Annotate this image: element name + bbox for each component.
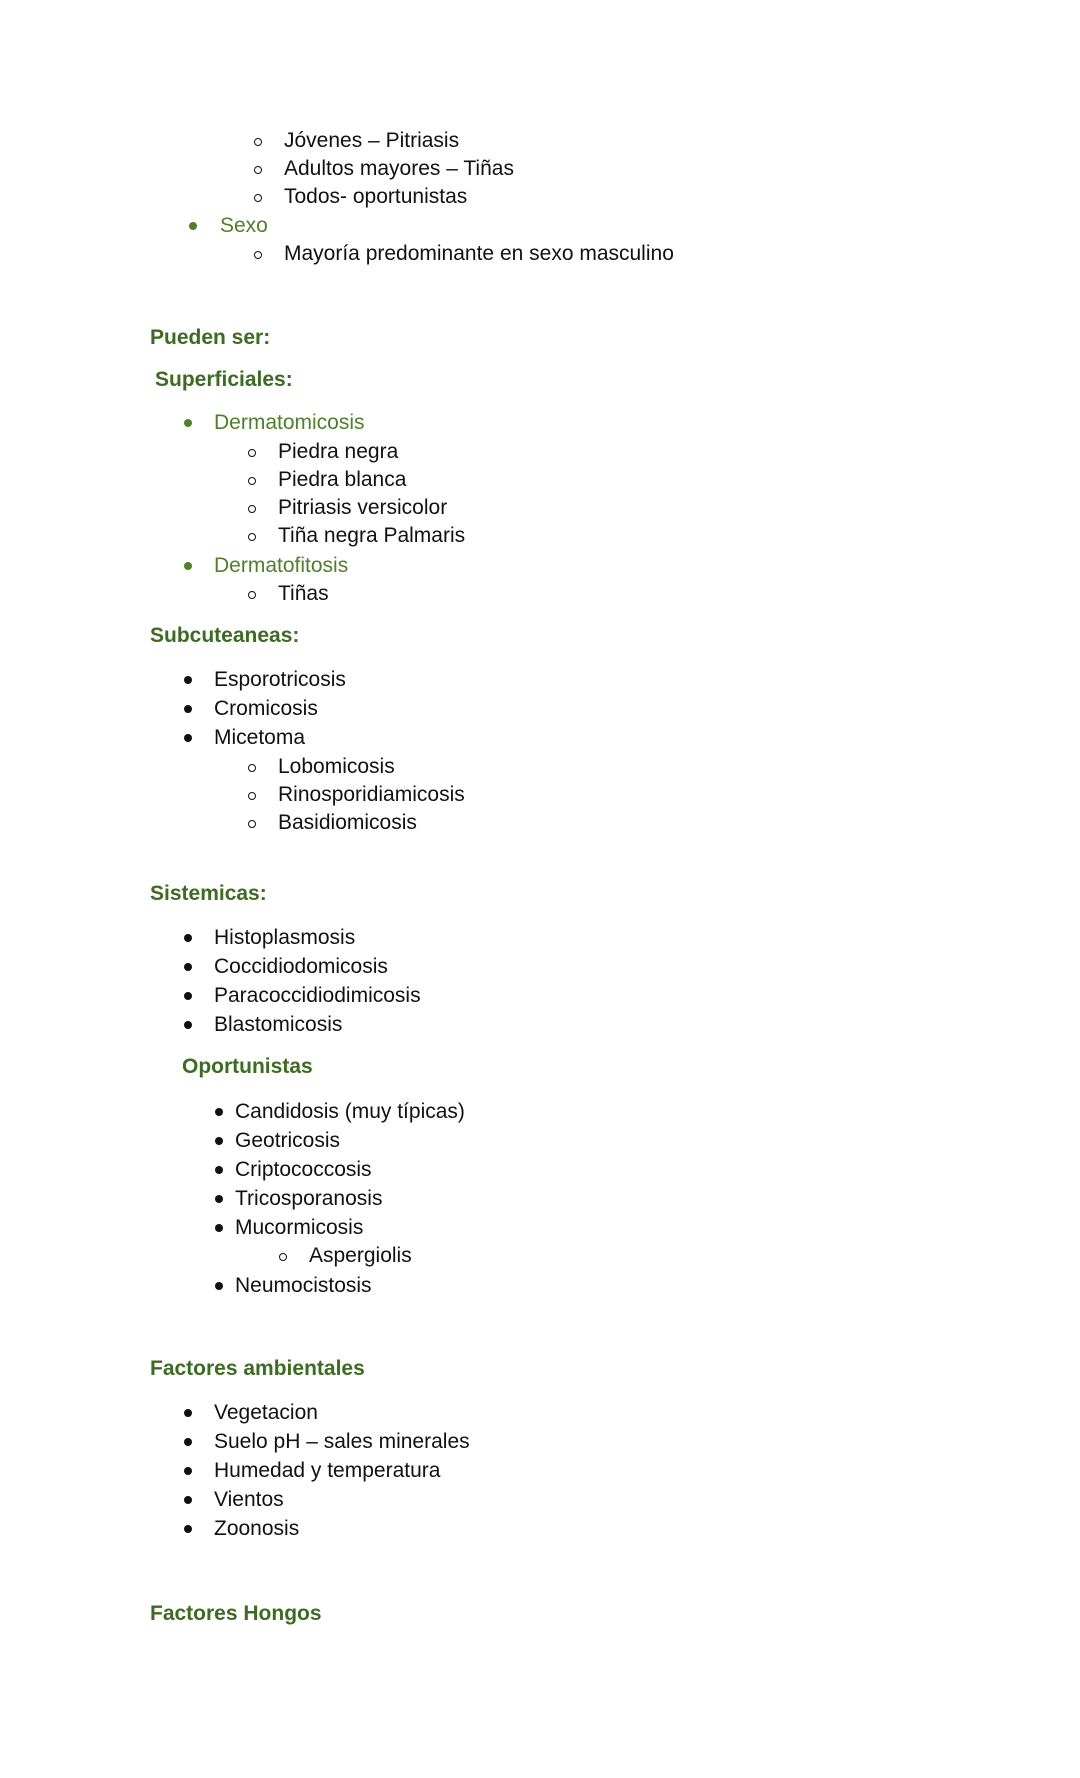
section-heading-factores-ambientales: Factores ambientales [150,1357,365,1380]
sub-bullet-icon [279,1253,287,1261]
section-heading-oportunistas: Oportunistas [182,1055,313,1078]
bullet-icon [184,992,192,1000]
list-item: Vegetacion [214,1401,318,1424]
bullet-icon [215,1166,223,1174]
sub-bullet-icon [248,591,256,599]
list-item: Zoonosis [214,1517,300,1540]
list-item: Neumocistosis [235,1274,372,1297]
list-item: Rinosporidiamicosis [278,783,465,806]
list-item: Lobomicosis [278,755,395,778]
list-item-dermatomicosis: Dermatomicosis [214,411,365,434]
list-item: Cromicosis [214,697,318,720]
list-item: Tiñas [278,582,329,605]
bullet-icon [184,963,192,971]
bullet-icon [215,1195,223,1203]
sub-bullet-icon [254,251,262,259]
list-item: Tricosporanosis [235,1187,383,1210]
list-item: Coccidiodomicosis [214,955,388,978]
sub-bullet-icon [248,820,256,828]
list-item: Mucormicosis [235,1216,364,1239]
bullet-icon [184,676,192,684]
bullet-icon [184,705,192,713]
list-item: Esporotricosis [214,668,346,691]
sub-bullet-icon [248,449,256,457]
list-item: Suelo pH – sales minerales [214,1430,470,1453]
sub-bullet-icon [248,533,256,541]
list-item-dermatofitosis: Dermatofitosis [214,554,349,577]
list-item: Geotricosis [235,1129,341,1152]
list-item: Histoplasmosis [214,926,356,949]
section-heading-superficiales: Superficiales: [155,368,293,391]
bullet-icon [184,1438,192,1446]
list-item: Tiña negra Palmaris [278,524,466,547]
list-item: Paracoccidiodimicosis [214,984,421,1007]
sub-bullet-icon [248,792,256,800]
bullet-icon [215,1137,223,1145]
list-item-sexo: Sexo [220,214,268,237]
bullet-icon [184,734,192,742]
sub-bullet-icon [248,505,256,513]
bullet-icon [189,222,197,230]
list-item: Candidosis (muy típicas) [235,1100,465,1123]
list-item: Piedra negra [278,440,399,463]
bullet-icon [184,934,192,942]
list-item: Pitriasis versicolor [278,496,448,519]
bullet-icon [215,1108,223,1116]
list-item: Basidiomicosis [278,811,417,834]
bullet-icon [184,419,192,427]
list-item: Jóvenes – Pitriasis [284,129,460,152]
bullet-icon [184,1525,192,1533]
list-item: Vientos [214,1488,284,1511]
bullet-icon [184,1021,192,1029]
section-heading-factores-hongos: Factores Hongos [150,1602,322,1625]
list-item: Adultos mayores – Tiñas [284,157,514,180]
list-item: Piedra blanca [278,468,407,491]
list-item: Mayoría predominante en sexo masculino [284,242,674,265]
bullet-icon [184,1467,192,1475]
bullet-icon [215,1282,223,1290]
section-heading-subcutaneas: Subcuteaneas: [150,624,300,647]
list-item: Blastomicosis [214,1013,343,1036]
bullet-icon [215,1224,223,1232]
section-heading-sistemicas: Sistemicas: [150,882,267,905]
sub-bullet-icon [254,138,262,146]
list-item: Micetoma [214,726,306,749]
bullet-icon [184,562,192,570]
sub-bullet-icon [254,194,262,202]
bullet-icon [184,1496,192,1504]
sub-bullet-icon [248,477,256,485]
list-item: Criptococcosis [235,1158,372,1181]
list-item: Todos- oportunistas [284,185,468,208]
sub-bullet-icon [254,166,262,174]
section-heading-pueden-ser: Pueden ser: [150,326,271,349]
sub-bullet-icon [248,764,256,772]
list-item: Aspergiolis [309,1244,412,1267]
bullet-icon [184,1409,192,1417]
list-item: Humedad y temperatura [214,1459,441,1482]
